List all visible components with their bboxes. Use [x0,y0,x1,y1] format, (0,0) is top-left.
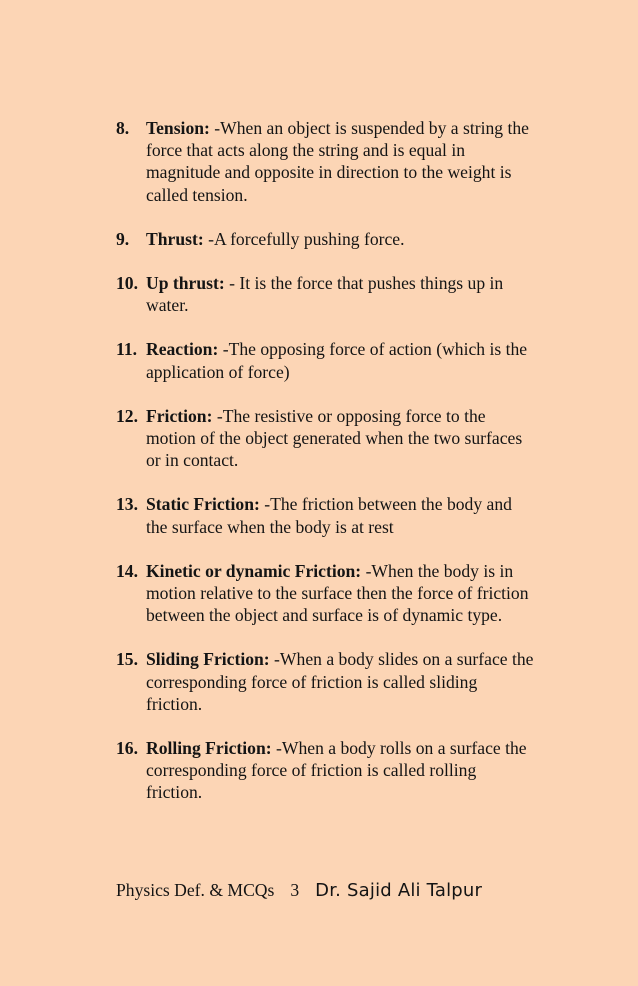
item-text: -When a body slides on a surface the corresponding force of friction is called sliding friction. [146,649,534,714]
item-term: Reaction: [146,339,219,360]
definitions-list [116,117,536,826]
page-number: 3 [290,880,300,900]
item-number: 15. [116,649,138,670]
item-text: -The opposing force of action (which is the application of force) [146,339,528,382]
item-number: 8. [116,118,130,138]
item-text: - It is the force that pushes things up in water. [146,273,504,316]
definition-item [116,493,536,537]
definition-item [116,737,536,804]
item-term: Kinetic or dynamic Friction: [146,560,362,581]
item-body [146,117,536,206]
item-text: -The resistive or opposing force to the motion of the object generated when the two surfaces or in contact. [146,405,523,471]
item-number: 14. [116,560,138,581]
item-term: Static Friction: [146,494,260,515]
author-name: Dr. Sajid Ali Talpur [315,880,483,901]
definition-item [116,117,536,206]
item-number: 13. [116,494,138,515]
item-term: Friction: [146,405,213,426]
item-text: -The friction between the body and the surface when the body is at rest [146,494,512,537]
item-body [146,737,536,804]
item-term: Sliding Friction: [146,649,270,670]
item-term: Rolling Friction: [146,738,272,759]
item-body [146,493,536,537]
item-body [146,228,536,250]
item-number: 16. [116,738,138,759]
definition-item [116,560,536,627]
item-body [146,338,536,382]
definition-item [116,272,536,316]
item-body [146,405,536,472]
item-text: -When a body rolls on a surface the corresponding force of friction is called rolling friction. [146,738,527,803]
item-number: 11. [116,339,138,360]
item-term: Thrust: [146,228,204,249]
item-number: 12. [116,405,138,426]
page-footer [116,880,482,901]
item-term: Tension: [146,118,210,138]
item-term: Up thrust: [146,273,225,294]
definition-item [116,405,536,472]
item-body [146,648,536,715]
book-title: Physics Def. & MCQs [116,880,275,900]
definition-item [116,228,536,250]
item-body [146,560,536,627]
item-text: -A forcefully pushing force. [203,228,405,249]
item-text: -When the body is in motion relative to the surface then the force of friction between the object and surface is of dynamic type. [146,560,529,626]
item-text: -When an object is suspended by a string the force that acts along the string and is equal in magnitude and opposite in direction to the weight is called tension. [146,118,529,205]
definition-item [116,648,536,715]
item-body [146,272,536,316]
item-number: 10. [116,273,138,294]
item-number: 9. [116,228,130,249]
definition-item [116,338,536,382]
